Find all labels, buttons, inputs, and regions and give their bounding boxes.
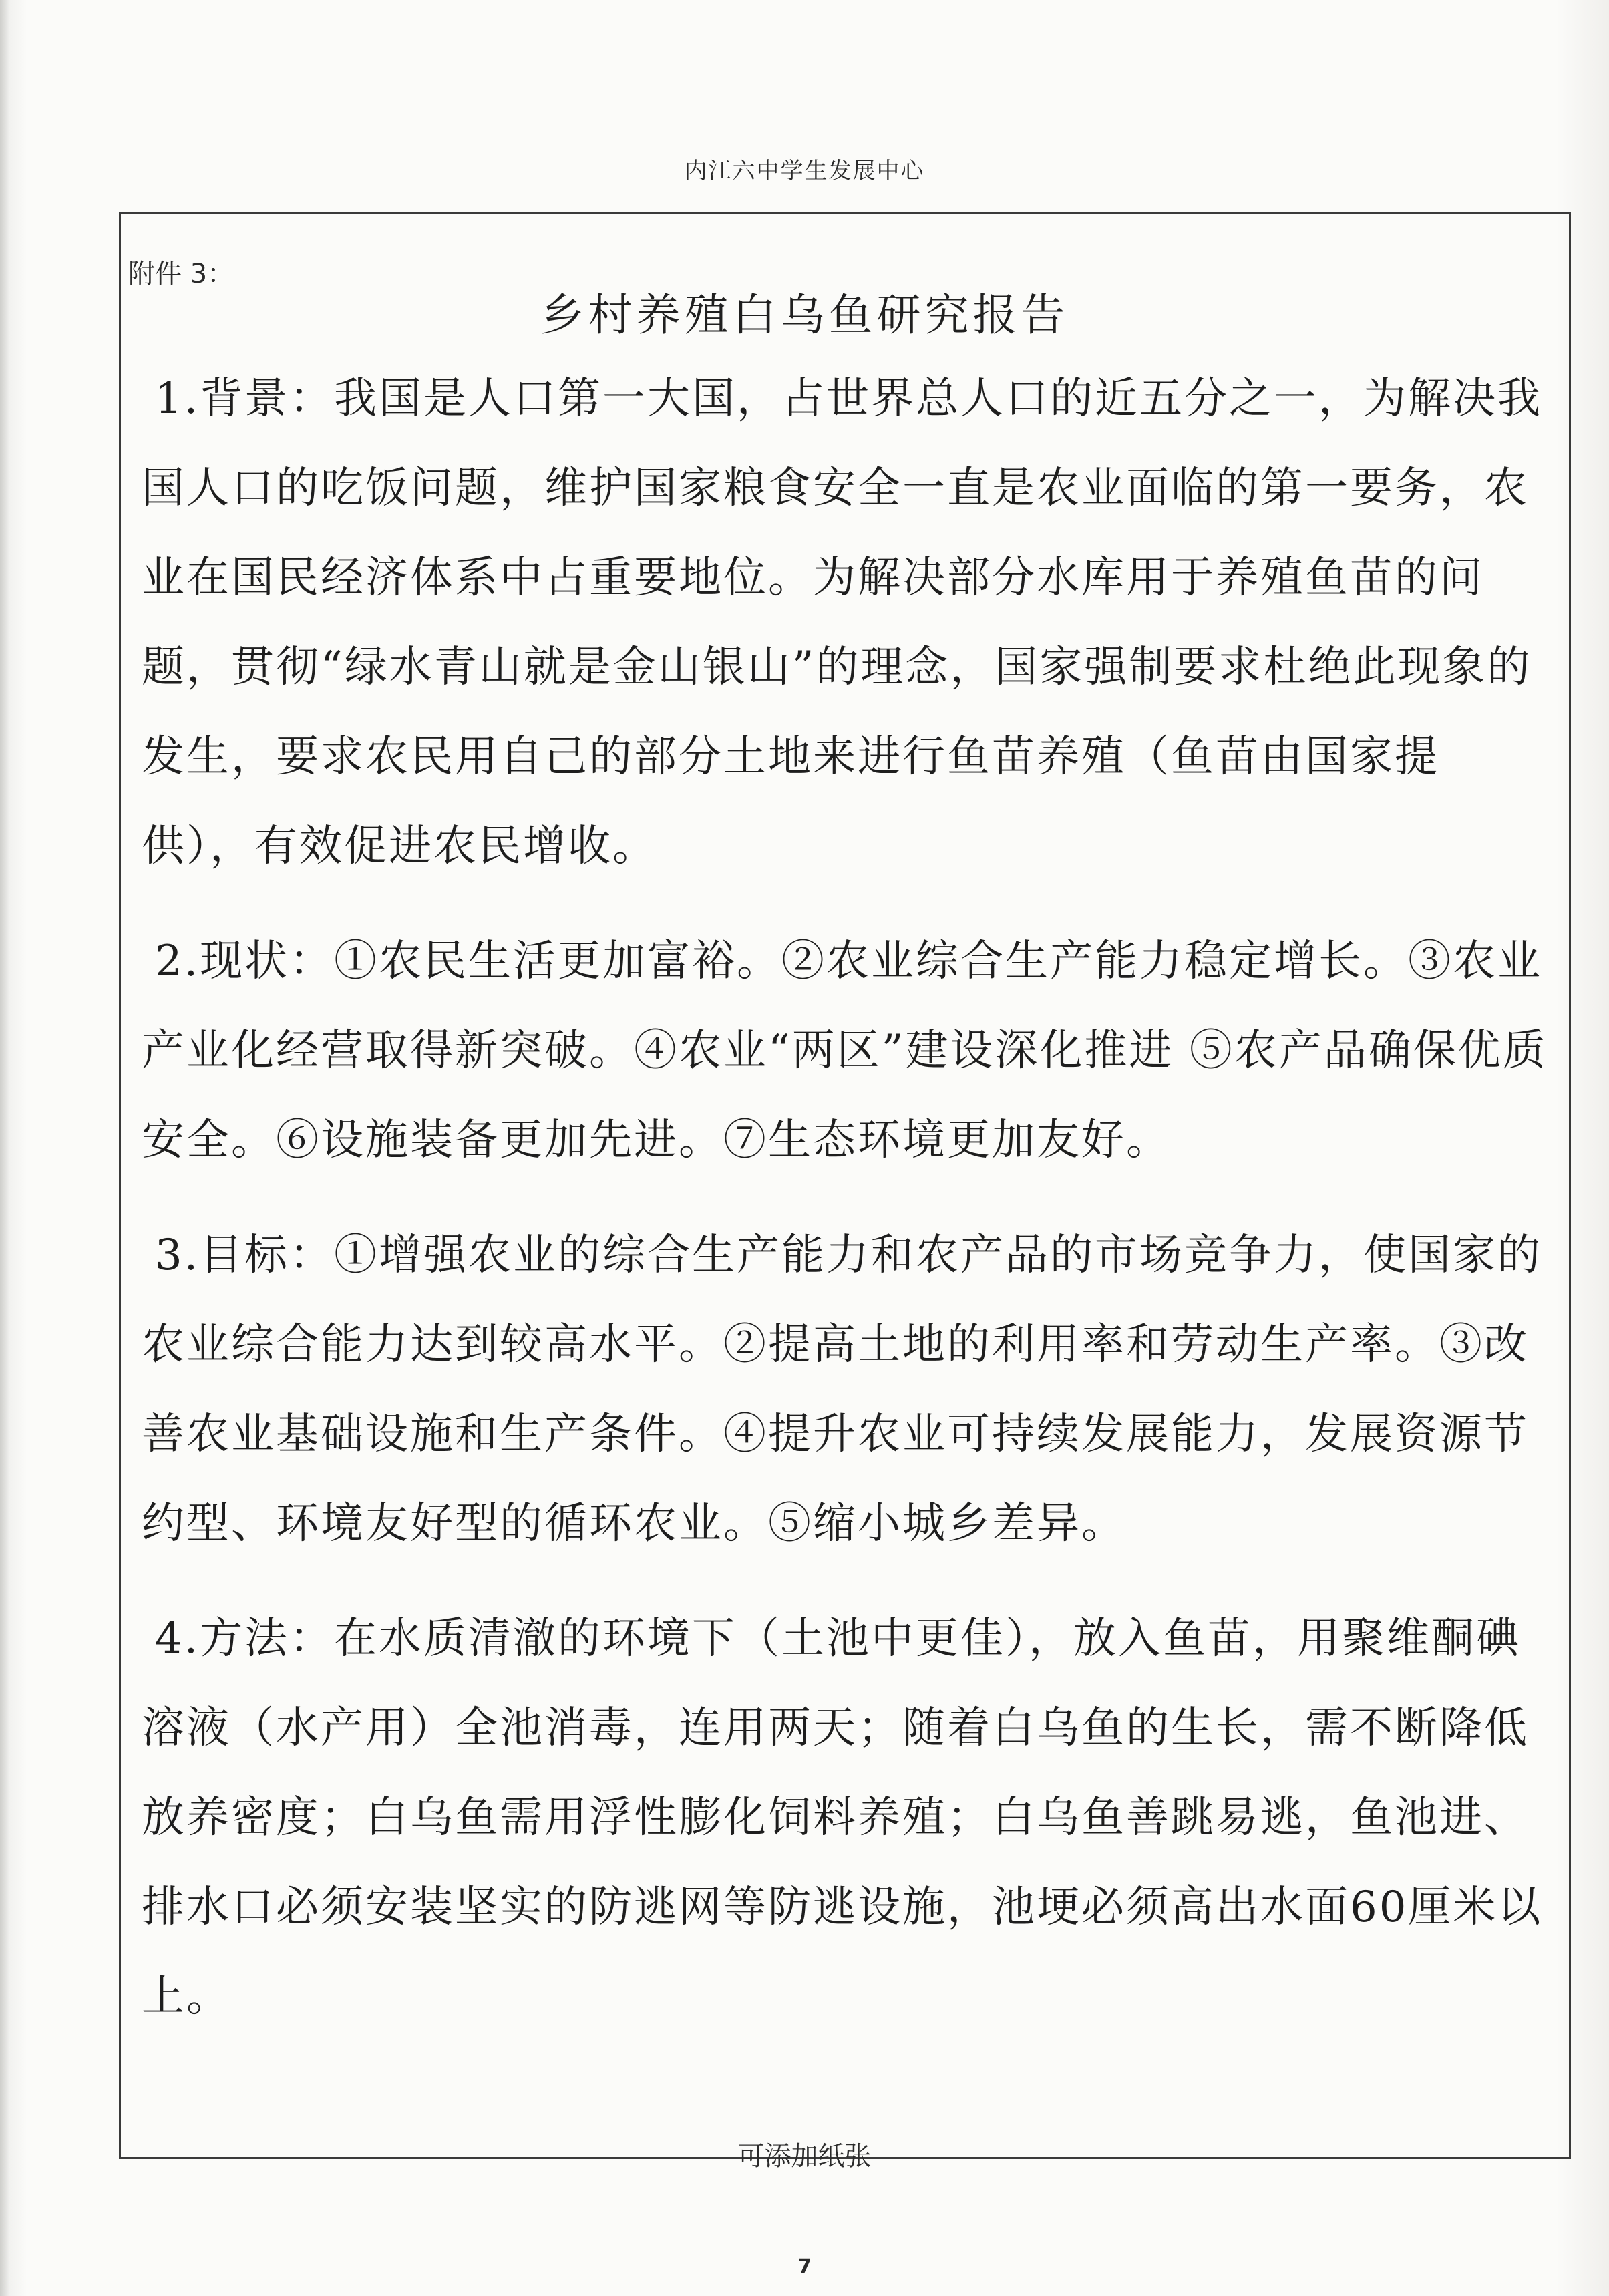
page-number: 7 xyxy=(797,2255,812,2279)
page-header: 内江六中学生发展中心 xyxy=(684,158,925,184)
paragraph-status: 2.现状：①农民生活更加富裕。②农业综合生产能力稳定增长。③农业产业化经营取得新突破。④农业“两区”建设深化推进 ⑤农产品确保优质安全。⑥设施装备更加先进。⑦生态环境更加友好。 xyxy=(142,937,1548,1165)
paragraph-method: 4.方法：在水质清澈的环境下（土池中更佳），放入鱼苗，用聚维酮碘溶液（水产用）全池消毒，连用两天；随着白乌鱼的生长，需不断降低放养密度；白乌鱼需用浮性膨化饲料养殖；白乌鱼善跳易逃，鱼池进、排水口必须安装坚实的防逃网等防逃设施，池埂必须高出水面60厘米以上。 xyxy=(142,1614,1543,2021)
scan-edge-shadow xyxy=(0,0,9,2296)
paragraph-goals: 3.目标：①增强农业的综合生产能力和农产品的市场竞争力，使国家的农业综合能力达到较高水平。②提高土地的利用率和劳动生产率。③改善农业基础设施和生产条件。④提升农业可持续发展能力，发展资源节约型、环境友好型的循环农业。⑤缩小城乡差异。 xyxy=(142,1231,1543,1548)
report-body xyxy=(142,354,1551,2067)
paragraph-background: 1.背景：我国是人口第一大国，占世界总人口的近五分之一，为解决我国人口的吃饭问题，维护国家粮食安全一直是农业面临的第一要务，农业在国民经济体系中占重要地位。为解决部分水库用于养殖鱼苗的问题，贯彻“绿水青山就是金山银山”的理念，国家强制要求杜绝此现象的发生，要求农民用自己的部分土地来进行鱼苗养殖（鱼苗由国家提供），有效促进农民增收。 xyxy=(142,374,1543,871)
report-title: 乡村养殖白乌鱼研究报告 xyxy=(540,289,1069,341)
attachment-label: 附件 3： xyxy=(128,259,234,289)
footer-note: 可添加纸张 xyxy=(737,2141,872,2172)
